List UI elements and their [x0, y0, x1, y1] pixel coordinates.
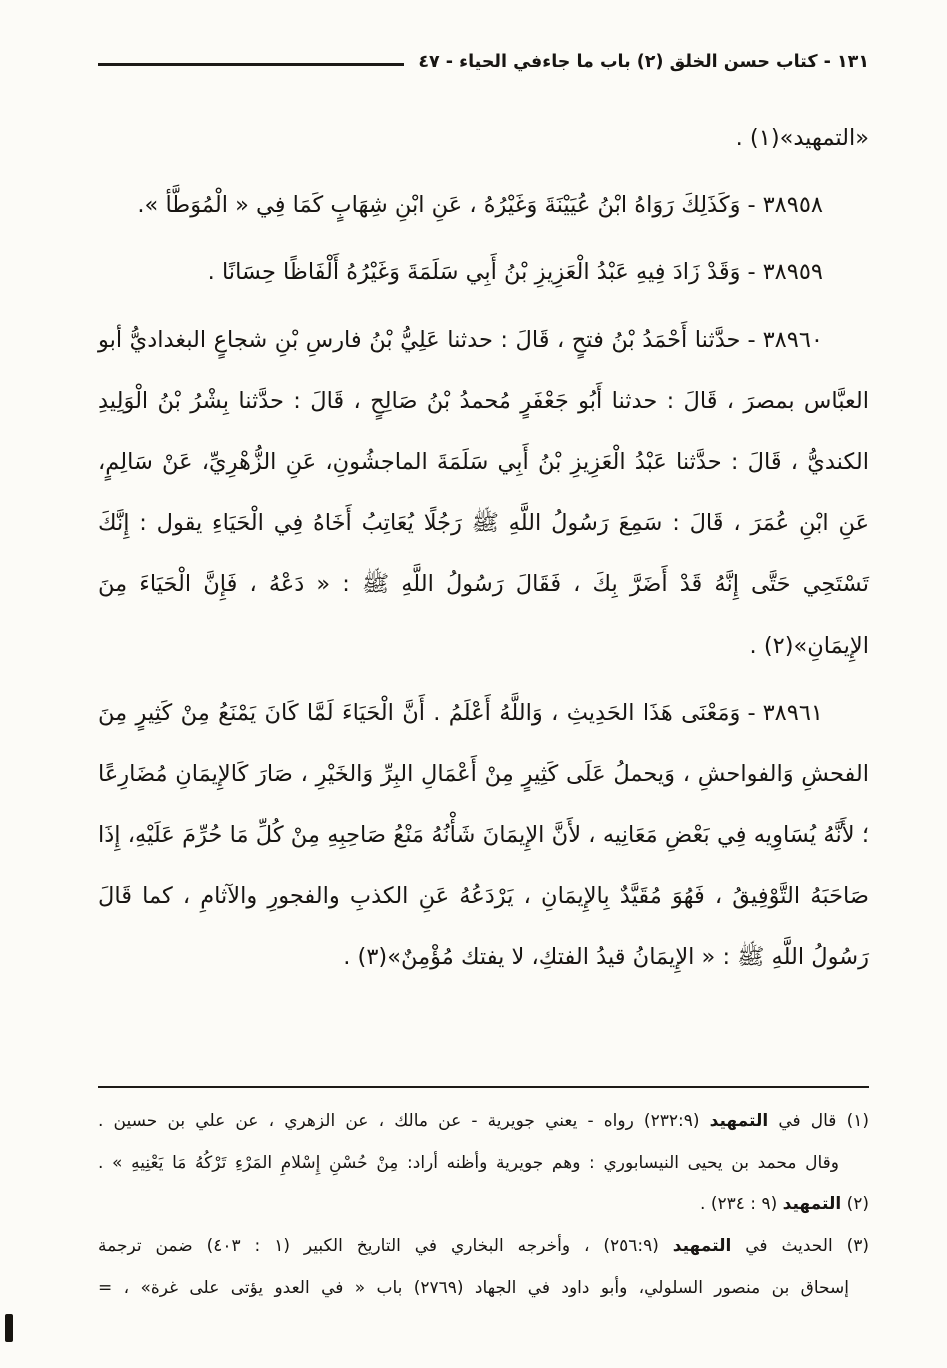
footnote-text: إسحاق بن منصور السلولي، وأبو داود في الجهاد (٢٧٦٩) باب « في العدو يؤتى على غرة» ، =	[98, 1277, 849, 1298]
hadith-text: وَمَعْنَى هَذَا الحَدِيثِ ، وَاللَّهُ أَعْلَمُ . أَنَّ الْحَيَاءَ لَمَّا كَانَ يَمْنَعُ مِنْ كَثِيرٍ مِنَ الفحشِ وَالفواحشِ ، وَيحملُ عَلَى كَثِيرٍ مِنْ أَعْمَالِ البِرِّ وَالخَيْرِ ، صَارَ كَالإِيمَانِ مُضَارِعًا ؛ لأَنَّهُ يُسَاوِيه فِي بَعْضِ مَعَانِيه ، لأَنَّ الإِيمَانَ شَأْنُهُ مَنْعُ صَاحِبِهِ مِنْ كُلِّ مَا حُرِّمَ عَلَيْهِ، إِذَا صَاحَبَهُ التَّوْفِيقُ ، فَهُوَ مُقَيَّدٌ بِالإِيمَانِ ، يَرْدَعُهُ عَنِ الكذبِ والفجورِ والآثامِ ، كما قَالَ رَسُولُ اللَّهِ ﷺ : « الإِيمَانُ قيدُ الفتكِ، لا يفتك مُؤْمِنٌ»(٣) .	[98, 699, 869, 971]
hadith-paragraph-38961	[98, 683, 869, 989]
header-title: ١٣١ - كتاب حسن الخلق (٢) باب ما جاءفي الحياء - ٤٧	[418, 52, 869, 72]
footnotes-section	[98, 1086, 869, 1309]
footnote-text: (٣) الحديث في	[731, 1235, 869, 1256]
footnote-text: (٩ : ٢٣٤) .	[700, 1194, 783, 1215]
header-rule	[98, 63, 404, 66]
footnote-book-title: التمهيد	[782, 1194, 842, 1215]
page-content	[98, 0, 869, 995]
hadith-text: حدَّثنا أَحْمَدُ بْنُ فتحٍ ، قَالَ : حدثنا عَلِيُّ بْنُ فارسِ بْنِ شجاعٍ البغداديُّ أبو العبَّاس بمصرَ ، قَالَ : حدثنا أَبُو جَعْفَرٍ مُحمدُ بْنُ صَالِحٍ ، قَالَ : حدَّثنا بِشْرُ بْنُ الْوَلِيدِ الكنديُّ ، قَالَ : حدَّثنا عَبْدُ الْعَزِيزِ بْنُ أَبِي سَلَمَةَ الماجشُونِ، عَنِ الزُّهْرِيِّ، عَنْ سَالِمٍ، عَنِ ابْنِ عُمَرَ ، قَالَ : سَمِعَ رَسُولُ اللَّهِ ﷺ رَجُلًا يُعَاتِبُ أَخَاهُ فِي الْحَيَاءِ يقول : إِنَّكَ تَسْتَحِي حَتَّى إِنَّهُ قَدْ أَضَرَّ بِكَ ، فَقَالَ رَسُولُ اللَّهِ ﷺ : « دَعْهُ ، فَإِنَّ الْحَيَاءَ مِنَ الإِيمَانِ»(٢) .	[98, 326, 869, 659]
footnote-book-title: التمهيد	[672, 1235, 732, 1256]
dash-separator: -	[747, 326, 756, 353]
hadith-text: وَكَذَلِكَ رَوَاهُ ابْنُ عُيَيْنَةَ وَغَيْرُهُ ، عَنِ ابْنِ شِهَابٍ كَمَا فِي « الْمُوَطَّأ ».	[137, 192, 741, 219]
hadith-number: ٣٨٩٦١	[762, 699, 823, 726]
footnote-text: (٢)	[841, 1194, 869, 1215]
hadith-paragraph-38959	[98, 242, 869, 303]
footnote-text: وقال محمد بن يحيى النيسابوري : وهم جويرية وأظنه أراد: مِنْ حُسْنِ إِسْلامِ المَرْءِ تَرْكُهُ مَا يَعْنِيهِ » .	[98, 1152, 839, 1173]
footnote-3-line-1	[98, 1226, 869, 1268]
footnote-text: (١) قال في	[768, 1111, 869, 1131]
footnote-book-title: التمهيد	[709, 1111, 769, 1131]
page-header	[98, 52, 869, 72]
footnote-3-line-2	[98, 1268, 869, 1310]
footnote-1-line-1	[98, 1101, 869, 1143]
footnote-text: (٢٣٢:٩) رواه - يعني جويرية - عن مالك ، عن الزهري ، عن علي بن حسين .	[98, 1111, 710, 1131]
scan-artifact	[5, 1314, 13, 1342]
hadith-text: وَقَدْ زَادَ فِيهِ عَبْدُ الْعَزِيزِ بْنُ أَبِي سَلَمَةَ وَغَيْرُهُ أَلْفَاظًا حِسَانًا .	[207, 259, 741, 286]
footnote-1-line-2	[98, 1143, 869, 1185]
hadith-paragraph-38958	[98, 175, 869, 236]
dash-separator: -	[747, 259, 756, 286]
main-text	[98, 108, 869, 989]
hadith-number: ٣٨٩٥٩	[762, 259, 823, 286]
dash-separator: -	[747, 699, 756, 726]
hadith-paragraph-38960	[98, 310, 869, 677]
hadith-number: ٣٨٩٦٠	[762, 326, 823, 353]
paragraph-continuation: «التمهيد»(١) .	[735, 125, 869, 151]
footnote-2	[98, 1184, 869, 1226]
hadith-number: ٣٨٩٥٨	[762, 192, 823, 219]
dash-separator: -	[747, 192, 756, 219]
footnote-text: (٢٥٦:٩) ، وأخرجه البخاري في التاريخ الكبير (١ : ٤٠٣) ضمن ترجمة	[98, 1235, 673, 1256]
